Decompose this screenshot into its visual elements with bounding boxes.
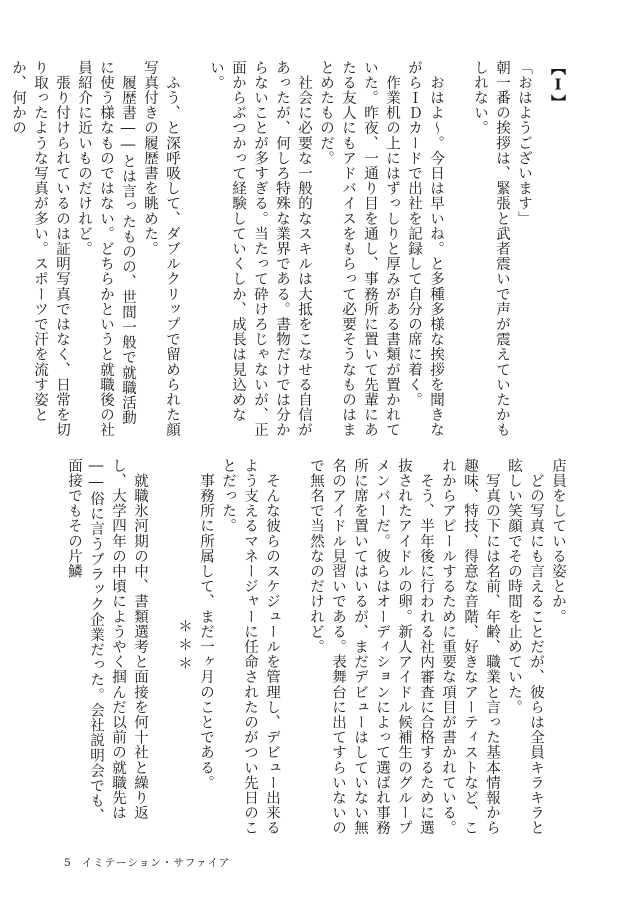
paragraph: 作業机の上にはずっしりと厚みがある書類が置かれていた。昨夜、一通り目を通し、事務所に置いて先輩にあたる友人にもアドバイスをもらって必要そうなものはまとめたものだ。 — [318, 60, 400, 438]
paragraph: おはよ〜。今日は早いね。と多種多様な挨拶を聞きながらＩＤカードで出社を記録して自分の席に着く。 — [406, 60, 444, 438]
paragraph: そんな彼らのスケジュールを管理し、デビュー出来るよう支えるマネージャーに任命されたのがつい先日のことだった。 — [220, 458, 280, 836]
chapter-heading: 【Ⅰ】 — [549, 60, 567, 110]
text-block-upper — [10, 60, 569, 438]
paragraph: 写真の下には名前、年齢、職業と言った基本情報から趣味、特技、得意な音階、好きなアーティストなど、これからアピールするために重要な項目が書かれている。 — [440, 458, 500, 836]
paragraph: 就職氷河期の中、書類選考と面接を何十社と繰り返し、大学四年の中頃にようやく掴んだ以前の就職先は――俗に言うブラック企業だった。会社説明会でも、面接でもその片鱗 — [66, 458, 148, 824]
page-number: 5 — [64, 857, 72, 869]
page-footer — [64, 855, 230, 870]
paragraph: 履歴書――とは言ったものの、世間一般で就職活動に使う様なものではない。どちらかというと就職後の社員紹介に近いものだけれど。 — [76, 60, 136, 438]
book-title: イミテーション・サファイア — [81, 857, 231, 869]
paragraph: 社会に必要な一般的なスキルは大抵をこなせる自信があったが、何しろ特殊な業界である。書物だけでは分からないことが多すぎる。当たって砕けろじゃないが、正面からぶつかって経験していくしか、成長は見込めない。 — [208, 60, 312, 438]
paragraph: 張り付けられているのは証明写真ではなく、日常を切り取ったような写真が多い。スポーツで汗を流す姿とか、何かの — [10, 60, 70, 438]
paragraph: 「おはようございます」 — [516, 60, 532, 227]
paragraph: どの写真にも言えることだが、彼らは全員キラキラと眩しい笑顔でその時間を止めていた。 — [506, 458, 544, 836]
paragraph: ふう、と深呼吸して、ダブルクリップで留められた顔写真付きの履歴書を眺めた。 — [142, 60, 180, 438]
paragraph: 店員をしている姿とか。 — [550, 458, 566, 625]
text-block-lower — [63, 458, 569, 836]
paragraph: 朝一番の挨拶は、緊張と武者震いで声が震えていたかもしれない。 — [472, 60, 510, 438]
paragraph: 事務所に所属して、まだ一ヶ月のことである。 — [198, 458, 214, 791]
paragraph: そう、半年後に行われる社内審査に合格するために選抜されたアイドルの卵。新人アイドル候補生のグループメンバーだ。彼らはオーディションによって選ばれ事務所に席を置いてはいるが、まだデビューはしていない無名のアイドル見習いである。表舞台に出てすらいないので無名で当然なのだけれど。 — [308, 458, 434, 836]
scene-separator: ＊＊＊ — [176, 619, 192, 675]
